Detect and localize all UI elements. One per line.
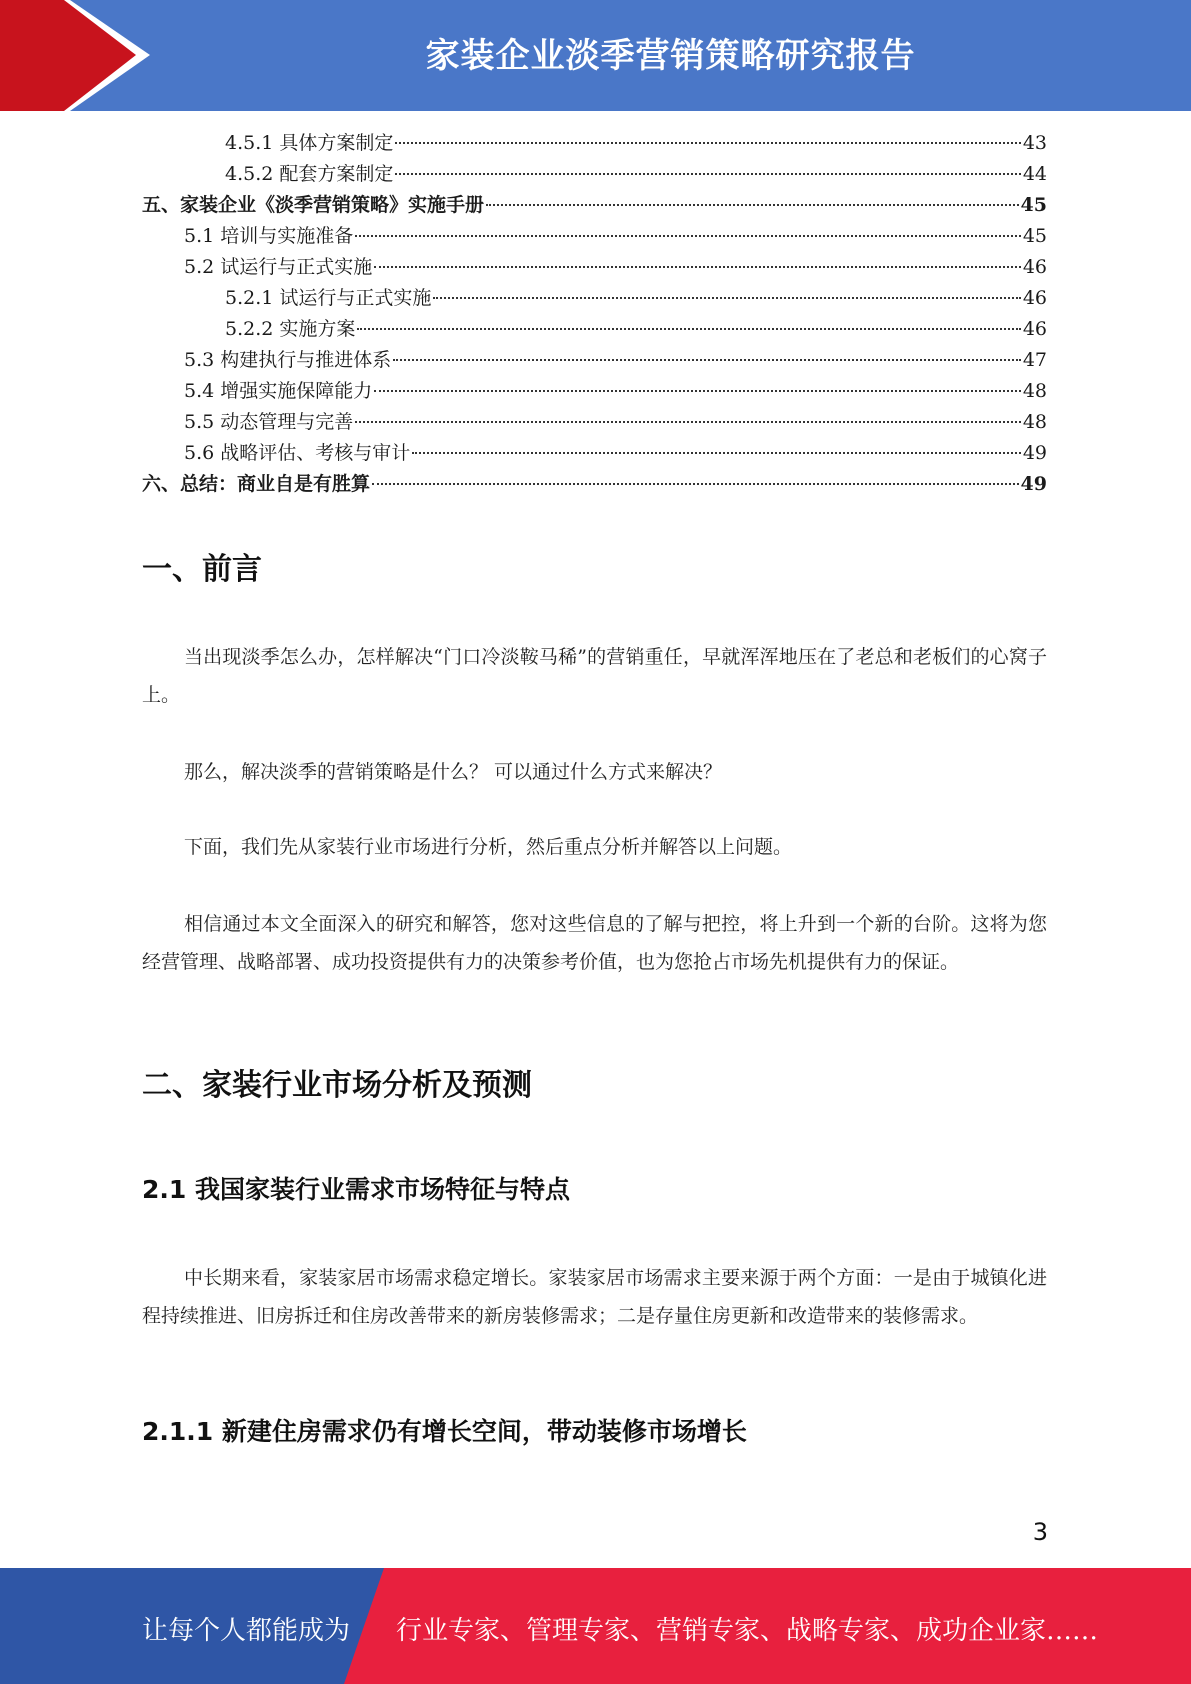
toc-dot-leader — [395, 173, 1020, 175]
toc-entry-title: 4.5.2 配套方案制定 — [225, 163, 394, 185]
toc-dot-leader — [372, 483, 1019, 485]
toc-dot-leader — [374, 266, 1021, 268]
subsection-heading-2-1: 2.1 我国家装行业需求市场特征与特点 — [142, 1175, 570, 1204]
toc-entry-page: 46 — [1022, 287, 1047, 309]
toc-entry-page: 48 — [1022, 380, 1047, 402]
toc-entry-title: 5.2.1 试运行与正式实施 — [225, 287, 432, 309]
toc-entry-title: 5.4 增强实施保障能力 — [184, 380, 373, 402]
toc-entry[interactable] — [142, 469, 1047, 500]
toc-entry-page: 44 — [1022, 163, 1047, 185]
preface-paragraph-4: 相信通过本文全面深入的研究和解答，您对这些信息的了解与把控，将上升到一个新的台阶。这将为您经营管理、战略部署、成功投资提供有力的决策参考价值，也为您抢占市场先机提供有力的保证。 — [142, 913, 1047, 973]
toc-entry[interactable] — [142, 221, 1047, 252]
header-chevron-arrow — [0, 0, 136, 111]
preface-paragraph-2: 那么，解决淡季的营销策略是什么？ 可以通过什么方式来解决？ — [184, 761, 723, 783]
toc-entry[interactable] — [142, 376, 1047, 407]
toc-dot-leader — [357, 328, 1020, 330]
subsection-heading-2-1-1: 2.1.1 新建住房需求仍有增长空间，带动装修市场增长 — [142, 1417, 747, 1446]
page-header-banner — [0, 0, 1191, 111]
toc-entry-title: 5.5 动态管理与完善 — [184, 411, 354, 433]
toc-entry[interactable] — [142, 283, 1047, 314]
preface-paragraph-3: 下面，我们先从家装行业市场进行分析，然后重点分析并解答以上问题。 — [184, 836, 793, 858]
footer-slogan-left: 让每个人都能成为 — [142, 1616, 351, 1646]
toc-entry-page: 49 — [1022, 442, 1047, 464]
toc-entry-title: 5.2.2 实施方案 — [225, 318, 356, 340]
toc-dot-leader — [486, 204, 1019, 206]
toc-entry-page: 46 — [1022, 318, 1047, 340]
subsection-2-1-paragraph: 中长期来看，家装家居市场需求稳定增长。家装家居市场需求主要来源于两个方面：一是由于城镇化进程持续推进、旧房拆迁和住房改善带来的新房装修需求；二是存量住房更新和改造带来的装修需求。 — [142, 1267, 1047, 1327]
toc-entry-title: 五、家装企业《淡季营销策略》实施手册 — [142, 194, 485, 216]
toc-entry[interactable] — [142, 345, 1047, 376]
toc-dot-leader — [395, 142, 1020, 144]
toc-entry-title: 5.6 战略评估、考核与审计 — [184, 442, 411, 464]
toc-dot-leader — [412, 452, 1021, 454]
page-footer-banner — [0, 1568, 1191, 1684]
section-heading-market-analysis: 二、家装行业市场分析及预测 — [142, 1068, 532, 1103]
toc-entry[interactable] — [142, 314, 1047, 345]
toc-entry-page: 46 — [1022, 256, 1047, 278]
table-of-contents — [142, 128, 1047, 500]
toc-entry[interactable] — [142, 438, 1047, 469]
toc-entry-page: 47 — [1022, 349, 1047, 371]
toc-entry[interactable] — [142, 190, 1047, 221]
toc-entry-title: 六、总结：商业自是有胜算 — [142, 473, 371, 495]
toc-entry-page: 43 — [1022, 132, 1047, 154]
toc-entry-title: 5.1 培训与实施准备 — [184, 225, 354, 247]
preface-paragraph-1: 当出现淡季怎么办，怎样解决“门口冷淡鞍马稀”的营销重任，早就浑浑地压在了老总和老板们的心窝子上。 — [142, 646, 1047, 706]
toc-entry[interactable] — [142, 159, 1047, 190]
toc-dot-leader — [433, 297, 1020, 299]
report-title: 家装企业淡季营销策略研究报告 — [425, 36, 916, 76]
toc-entry-page: 48 — [1022, 411, 1047, 433]
toc-entry-page: 45 — [1020, 194, 1047, 216]
toc-entry-title: 5.2 试运行与正式实施 — [184, 256, 373, 278]
footer-slogan-right: 行业专家、管理专家、营销专家、战略专家、成功企业家…… — [396, 1616, 1099, 1646]
toc-dot-leader — [374, 390, 1021, 392]
toc-entry-page: 49 — [1020, 473, 1047, 495]
section-heading-preface: 一、前言 — [142, 552, 262, 587]
toc-dot-leader — [355, 235, 1021, 237]
toc-entry-page: 45 — [1022, 225, 1047, 247]
toc-entry-title: 4.5.1 具体方案制定 — [225, 132, 394, 154]
page-number: 3 — [1032, 1518, 1048, 1546]
toc-dot-leader — [355, 421, 1021, 423]
toc-entry[interactable] — [142, 128, 1047, 159]
toc-dot-leader — [393, 359, 1021, 361]
toc-entry[interactable] — [142, 407, 1047, 438]
toc-entry-title: 5.3 构建执行与推进体系 — [184, 349, 392, 371]
toc-entry[interactable] — [142, 252, 1047, 283]
